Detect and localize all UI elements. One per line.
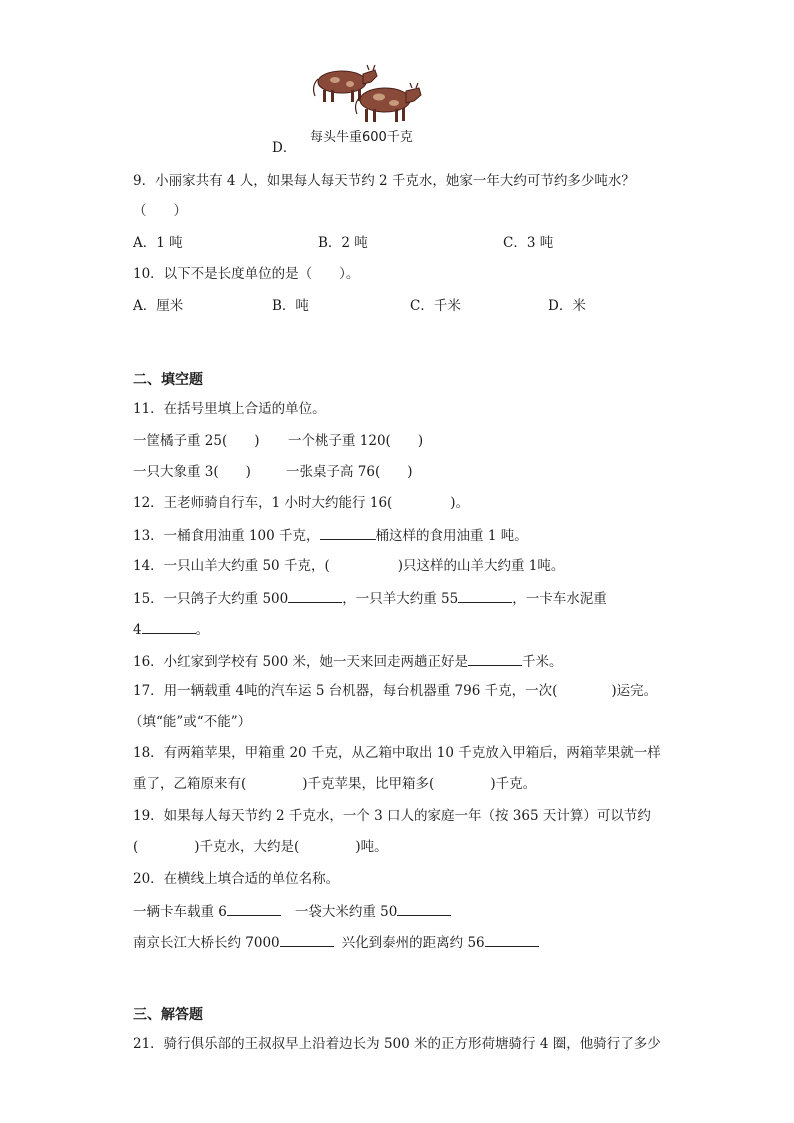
q17-note: （填“能”或“不能”） (129, 714, 252, 730)
q18-line2 (133, 775, 536, 793)
q20-blank-a1[interactable] (227, 901, 281, 916)
q20-row1 (133, 901, 451, 921)
cow-caption: 每头牛重600千克 (310, 130, 413, 145)
q16 (133, 651, 563, 671)
q20-blank-b2[interactable] (485, 932, 539, 947)
q13-answer-blank[interactable] (320, 525, 376, 540)
q15-text-tail: ，一卡车水泥重 (512, 591, 607, 607)
q14-text-pre: 14．一只山羊大约重 50 千克，( (133, 558, 330, 574)
q16-text-pre: 16．小红家到学校有 500 米，她一天来回走两趟正好是 (133, 654, 469, 670)
q15-text-mid: ，一只羊大约重 55 (342, 591, 459, 607)
q19-text-mid: )千克水，大约是( (194, 839, 300, 855)
q10-option-b[interactable]: B．吨 (272, 298, 309, 314)
q10-option-a[interactable]: A．厘米 (133, 298, 184, 314)
q12-text-pre: 12．王老师骑自行车，1 小时大约能行 16( (133, 495, 393, 511)
q13-text-post: 桶这样的食用油重 1 吨。 (375, 528, 528, 544)
q15-blank-1[interactable] (288, 588, 342, 603)
q18-text-pre: 重了，乙箱原来有( (133, 776, 247, 792)
q10-option-d[interactable]: D．米 (548, 298, 586, 314)
q12 (133, 494, 469, 512)
q17-text-post: )运完。 (611, 683, 658, 699)
q10-option-c[interactable]: C．千米 (410, 298, 461, 314)
section-3-title: 三、解答题 (133, 1007, 203, 1023)
q15-blank-3[interactable] (142, 619, 196, 634)
q20-row2 (133, 932, 539, 952)
q13 (133, 525, 528, 545)
cow-illustration (305, 62, 430, 126)
q19-line1: 19．如果每人每天节约 2 千克水，一个 3 口人的家庭一年（按 365 天计算）可以节约 (133, 808, 651, 824)
q10-stem: 10．以下不是长度单位的是（ ）。 (133, 266, 360, 282)
q20-item-a2: 一袋大米约重 50 (294, 904, 398, 920)
q9-paren: （ ） (133, 203, 187, 219)
q16-answer-blank[interactable] (468, 651, 522, 666)
q20-item-b2: 兴化到泰州的距离约 56 (341, 935, 485, 951)
q15-line2 (133, 619, 209, 639)
q19-text-pre: ( (133, 839, 139, 855)
q11-item-a2: 一个桃子重 120( ) (288, 433, 424, 449)
q18-text-post: )千克。 (490, 776, 537, 792)
q11-item-b1: 一只大象重 3( ) (133, 464, 251, 480)
q17-text-pre: 17．用一辆载重 4吨的汽车运 5 台机器，每台机器重 796 千克，一次( (133, 683, 558, 699)
q19-text-post: )吨。 (355, 839, 388, 855)
q11-stem: 11．在括号里填上合适的单位。 (133, 401, 326, 417)
q11-item-b2: 一张桌子高 76( ) (286, 464, 413, 480)
q15-text-end: 。 (195, 622, 210, 638)
q20-item-a1: 一辆卡车载重 6 (133, 904, 227, 920)
q16-text-post: 千米。 (522, 654, 563, 670)
q18-text-mid: )千克苹果，比甲箱多( (302, 776, 435, 792)
q14-text-post: )只这样的山羊大约重 1吨。 (397, 558, 565, 574)
q9-stem: 9．小丽家共有 4 人，如果每人每天节约 2 千克水，她家一年大约可节约多少吨水？ (133, 173, 635, 189)
q9-option-a[interactable]: A．1 吨 (133, 235, 183, 251)
q11-item-a1: 一筐橘子重 25( ) (133, 433, 260, 449)
section-2-title: 二、填空题 (133, 372, 203, 388)
q13-text-pre: 13．一桶食用油重 100 千克， (133, 528, 320, 544)
q20-stem: 20．在横线上填合适的单位名称。 (133, 871, 340, 887)
q19-line2 (133, 838, 388, 856)
option-d-label: D． (272, 140, 297, 156)
q15-blank-2[interactable] (458, 588, 512, 603)
q21-line1: 21．骑行俱乐部的王叔叔早上沿着边长为 500 米的正方形荷塘骑行 4 圈，他骑行了多少 (133, 1036, 661, 1052)
q18-line1: 18．有两箱苹果，甲箱重 20 千克，从乙箱中取出 10 千克放入甲箱后，两箱苹果就一样 (133, 745, 661, 761)
cow-front (356, 83, 421, 122)
q20-blank-a2[interactable] (397, 901, 451, 916)
q9-option-b[interactable]: B．2 吨 (318, 235, 368, 251)
q20-item-b1: 南京长江大桥长约 7000 (133, 935, 280, 951)
q12-text-post: )。 (450, 495, 470, 511)
q15-text-line2: 4 (133, 622, 142, 638)
q20-blank-b1[interactable] (280, 932, 334, 947)
q9-option-c[interactable]: C．3 吨 (503, 235, 554, 251)
q14 (133, 557, 564, 575)
q17 (133, 682, 657, 700)
q15-text-pre: 15．一只鸽子大约重 500 (133, 591, 289, 607)
q15-line1 (133, 588, 607, 608)
